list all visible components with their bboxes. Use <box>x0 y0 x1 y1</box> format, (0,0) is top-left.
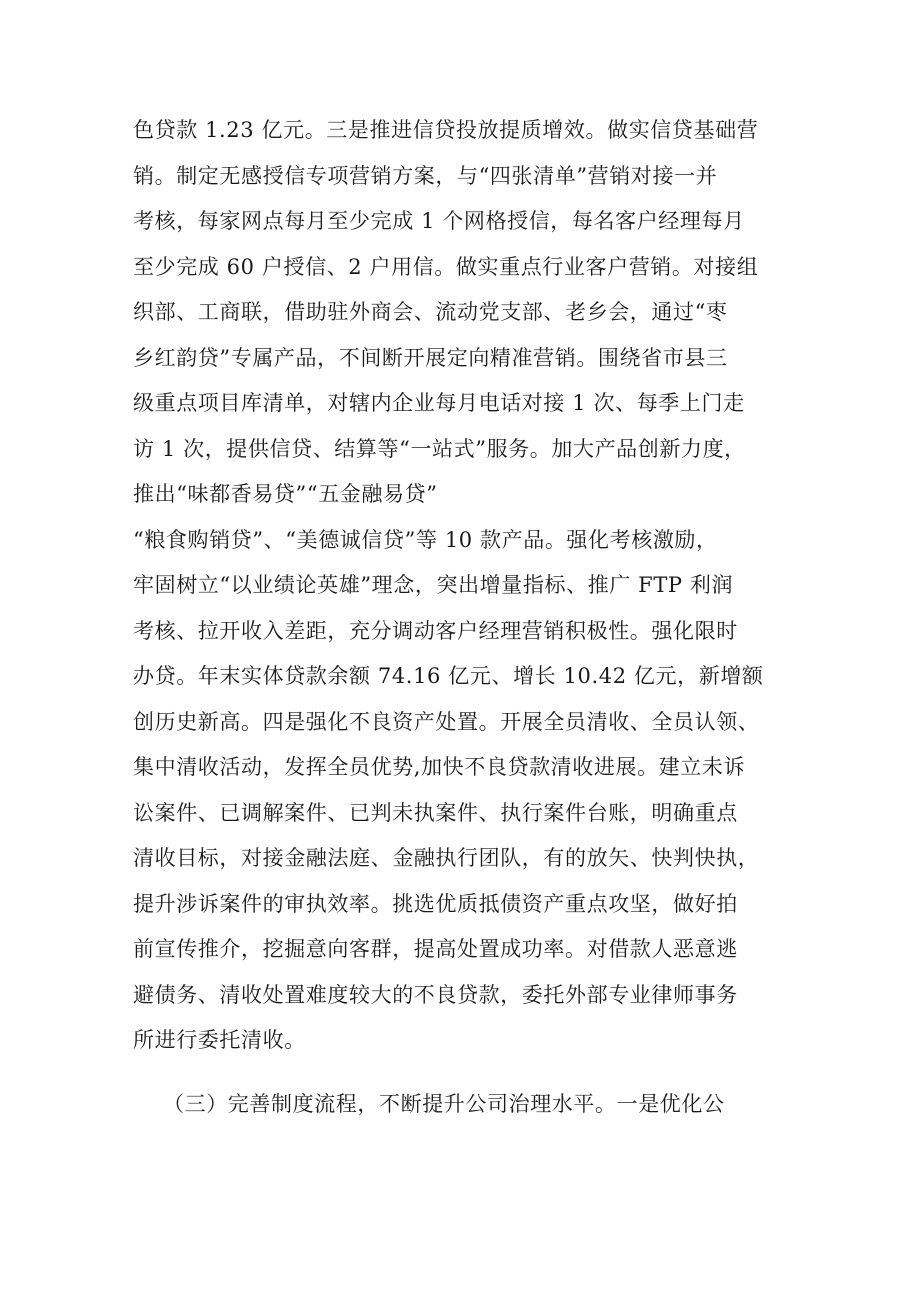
body-line-20: 避债务、清收处置难度较大的不良贷款，委托外部专业律师事务 <box>133 982 738 1007</box>
body-line-12: 考核、拉开收入差距，充分调动客户经理营销积极性。强化限时 <box>133 618 738 643</box>
body-line-4: 至少完成 60 户授信、2 户用信。做实重点行业客户营销。对接组 <box>133 254 759 279</box>
body-line-11: 牢固树立“以业绩论英雄”理念，突出增量指标、推广 FTP 利润 <box>133 573 734 597</box>
document-body <box>133 108 803 1127</box>
body-line-13: 办贷。年末实体贷款余额 74.16 亿元、增长 10.42 亿元，新增额 <box>133 664 764 688</box>
body-line-1: 色贷款 1.23 亿元。三是推进信贷投放提质增效。做实信贷基础营 <box>133 118 759 142</box>
body-line-14: 创历史新高。四是强化不良资产处置。开展全员清收、全员认领、 <box>133 709 760 734</box>
body-line-19: 前宣传推介，挖掘意向客群，提高处置成功率。对借款人恶意逃 <box>133 937 738 961</box>
body-line-17: 清收目标，对接金融法庭、金融执行团队，有的放矢、快判快执， <box>133 846 760 870</box>
body-line-21: 所进行委托清收。 <box>133 1028 306 1052</box>
body-line-2: 销。制定无感授信专项营销方案，与“四张清单”营销对接一并 <box>133 163 718 188</box>
body-line-5: 织部、工商联，借助驻外商会、流动党支部、老乡会，通过“枣 <box>133 300 728 324</box>
body-line-15: 集中清收活动，发挥全员优势,加快不良贷款清收进展。建立未诉 <box>133 755 746 779</box>
body-line-7: 级重点项目库清单，对辖内企业每月电话对接 1 次、每季上门走 <box>133 391 745 415</box>
body-line-10: “粮食购销贷”、“美德诚信贷”等 10 款产品。强化考核激励， <box>133 527 718 552</box>
body-line-16: 讼案件、已调解案件、已判未执案件、执行案件台账，明确重点 <box>133 800 738 825</box>
section-heading: （三）完善制度流程，不断提升公司治理水平。一是优化公 <box>163 1091 725 1116</box>
body-line-18: 提升涉诉案件的审执效率。挑选优质抵债资产重点攻坚，做好拍 <box>133 891 738 916</box>
body-line-9: 推出“味都香易贷”“五金融易贷” <box>133 482 438 506</box>
paragraph-gap <box>133 1064 803 1082</box>
body-line-8: 访 1 次，提供信贷、结算等“一站式”服务。加大产品创新力度， <box>133 436 746 461</box>
body-line-6: 乡红韵贷”专属产品，不间断开展定向精准营销。围绕省市县三 <box>133 345 728 370</box>
body-line-3: 考核，每家网点每月至少完成 1 个网格授信，每名客户经理每月 <box>133 209 745 233</box>
